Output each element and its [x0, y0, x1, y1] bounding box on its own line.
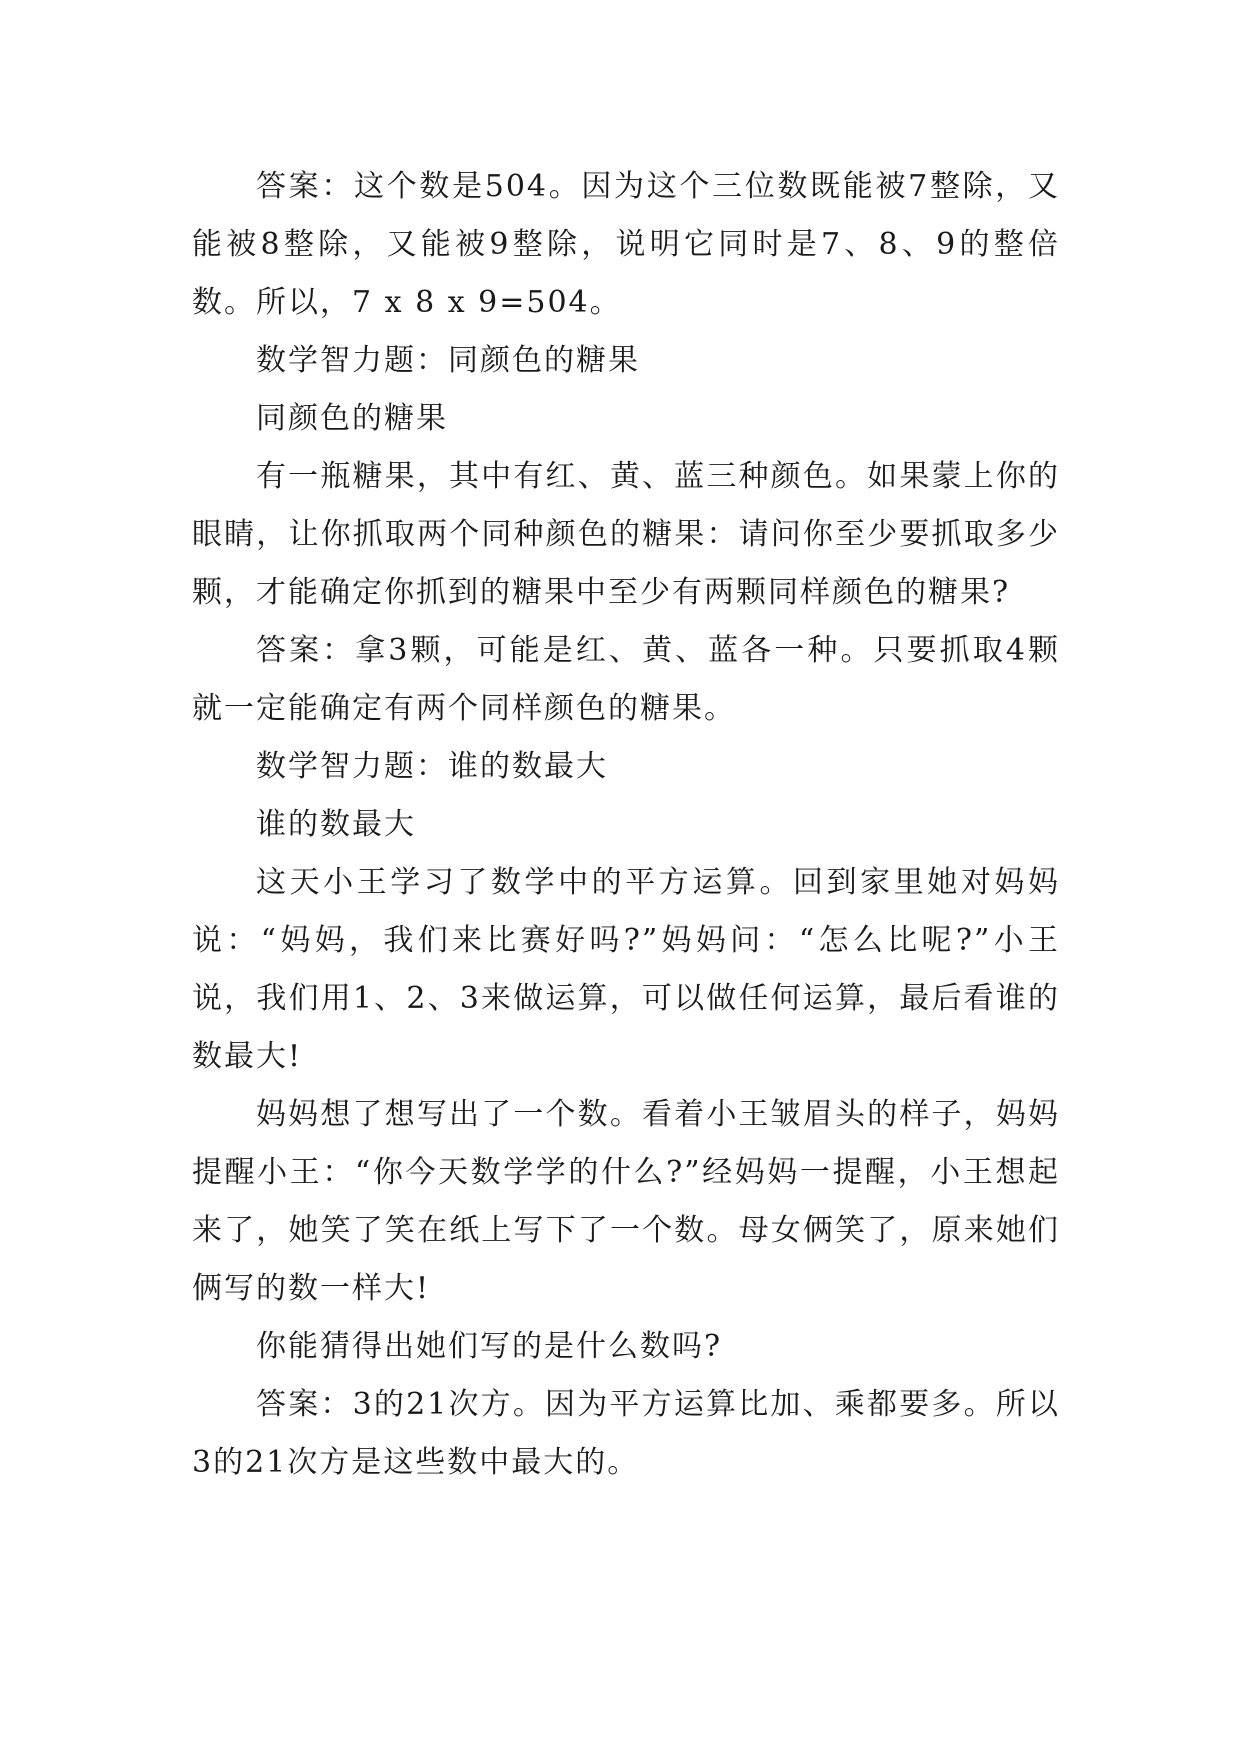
puzzle-story-paragraph-1: 这天小王学习了数学中的平方运算。回到家里她对妈妈说：“妈妈，我们来比赛好吗?”妈妈问：“怎么比呢?”小王说，我们用1、2、3来做运算，可以做任何运算，最后看谁的数最大! [192, 865, 1060, 1074]
section-heading-candy: 数学智力题：同颜色的糖果 [256, 343, 640, 378]
puzzle-question-candy: 有一瓶糖果，其中有红、黄、蓝三种颜色。如果蒙上你的眼睛，让你抓取两个同种颜色的糖果：请问你至少要抓取多少颗，才能确定你抓到的糖果中至少有两颗同样颜色的糖果? [192, 459, 1060, 610]
answer-paragraph-candy: 答案：拿3颗，可能是红、黄、蓝各一种。只要抓取4颗就一定能确定有两个同样颜色的糖果。 [192, 633, 1060, 726]
section-heading-biggest: 数学智力题：谁的数最大 [256, 749, 608, 784]
answer-paragraph-biggest: 答案：3的21次方。因为平方运算比加、乘都要多。所以3的21次方是这些数中最大的。 [192, 1387, 1060, 1480]
document-body [192, 158, 1060, 1492]
puzzle-title-biggest: 谁的数最大 [256, 807, 416, 842]
puzzle-title-candy: 同颜色的糖果 [256, 401, 448, 436]
puzzle-story-paragraph-2: 妈妈想了想写出了一个数。看着小王皱眉头的样子，妈妈提醒小王：“你今天数学学的什么?”经妈妈一提醒，小王想起来了，她笑了笑在纸上写下了一个数。母女俩笑了，原来她们俩写的数一样大! [192, 1097, 1060, 1306]
puzzle-question-biggest: 你能猜得出她们写的是什么数吗? [256, 1329, 723, 1364]
answer-paragraph-504: 答案：这个数是504。因为这个三位数既能被7整除，又能被8整除，又能被9整除，说明它同时是7、8、9的整倍数。所以，7 x 8 x 9=504。 [192, 169, 1060, 320]
